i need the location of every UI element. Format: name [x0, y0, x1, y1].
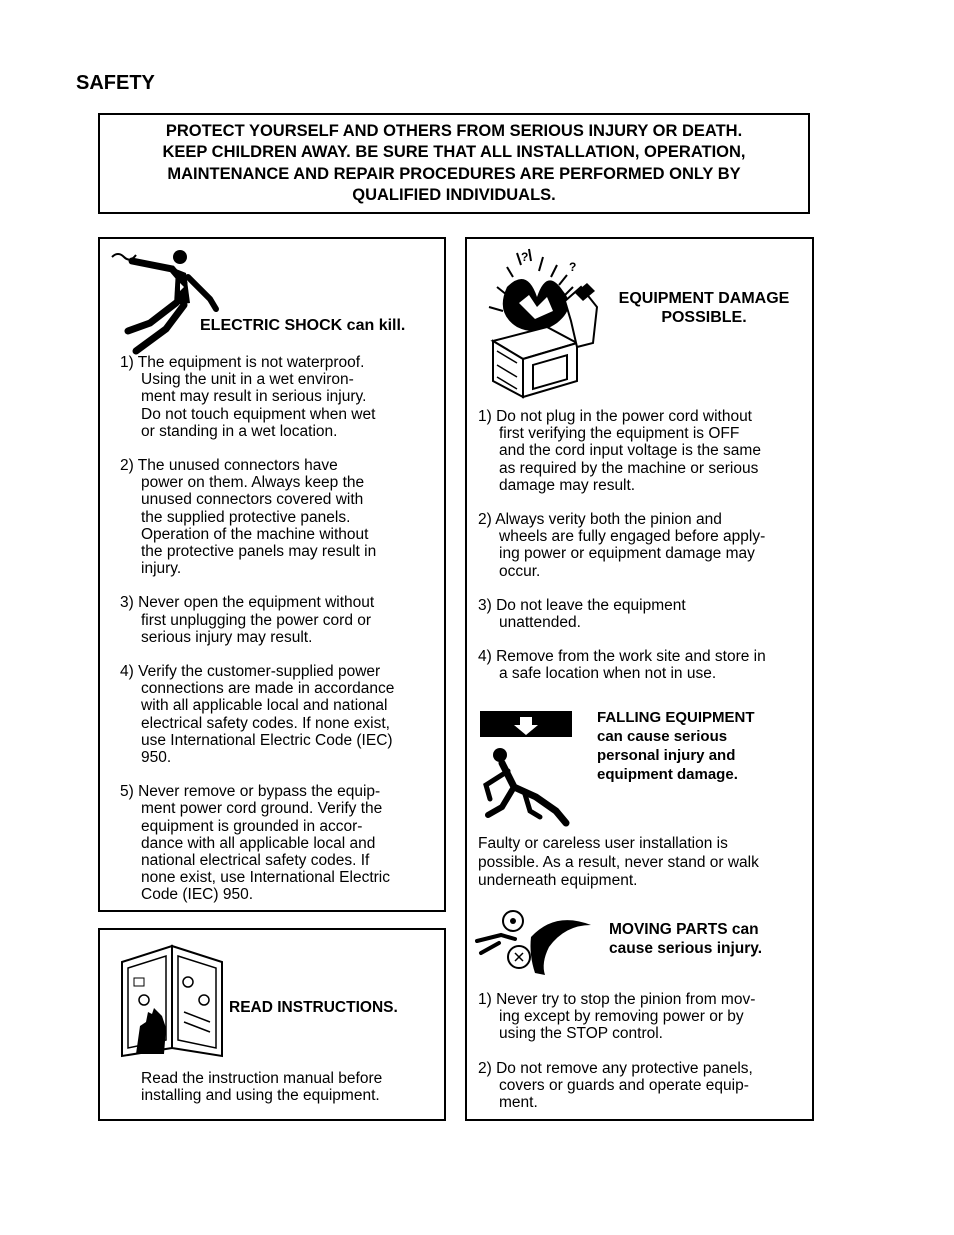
page-title: SAFETY: [76, 72, 155, 94]
moving-parts-icon: [475, 907, 595, 977]
falling-equipment-heading: FALLING EQUIPMENT can cause serious personal injury and equipment damage.: [597, 709, 755, 783]
electric-shock-list: [120, 354, 440, 904]
read-instructions-heading: READ INSTRUCTIONS.: [229, 999, 398, 1016]
moving-parts-list: [478, 991, 808, 1111]
list-item: 2) The unused connectors have power on them. Always keep the unused connectors covered with the supplied protective panels. Operation of the machine without the protective panels may result in injury.: [120, 457, 377, 578]
read-instructions-text: Read the instruction manual before installing and using the equipment.: [141, 1070, 383, 1105]
warning-line: KEEP CHILDREN AWAY. BE SURE THAT ALL INSTALLATION, OPERATION,: [162, 143, 746, 161]
electric-shock-icon: [110, 247, 225, 355]
electric-shock-heading: ELECTRIC SHOCK can kill.: [200, 317, 406, 334]
falling-equipment-text: Faulty or careless user installation is possible. As a result, never stand or walk underneath equipment.: [478, 835, 759, 889]
list-item: 2) Always verity both the pinion and wheels are fully engaged before apply- ing power or equipment damage may occur.: [478, 511, 766, 580]
list-item: 4) Verify the customer-supplied power connections are made in accordance with all applicable local and national electrical safety codes. If none exist, use International Electric Code (IEC) 950.: [120, 663, 395, 767]
equipment-safety-panel: [465, 237, 814, 1121]
equipment-damage-heading: EQUIPMENT DAMAGE POSSIBLE.: [618, 290, 790, 326]
instruction-manual-icon: [118, 942, 226, 1058]
falling-equipment-icon: [480, 711, 576, 829]
list-item: 1) Never try to stop the pinion from mov- ing except by removing power or by using the STOP control.: [478, 991, 756, 1043]
list-item: 2) Do not remove any protective panels, covers or guards and operate equip- ment.: [478, 1059, 753, 1112]
warning-line: PROTECT YOURSELF AND OTHERS FROM SERIOUS INJURY OR DEATH.: [165, 121, 743, 140]
electric-shock-panel: [98, 237, 446, 912]
warning-line: QUALIFIED INDIVIDUALS.: [352, 186, 556, 204]
list-item: 3) Do not leave the equipment unattended.: [478, 596, 686, 632]
list-item: 4) Remove from the work site and store in a safe location when not in use.: [478, 648, 766, 683]
warning-line: MAINTENANCE AND REPAIR PROCEDURES ARE PERFORMED ONLY BY: [167, 164, 741, 183]
list-item: 1) The equipment is not waterproof. Using the unit in a wet environ- ment may result in serious injury. Do not touch equipment when wet or standing in a wet location.: [120, 354, 376, 440]
list-item: 3) Never open the equipment without first unplugging the power cord or serious injury may result.: [120, 594, 375, 646]
equipment-damage-icon: [477, 247, 607, 399]
list-item: 1) Do not plug in the power cord without first verifying the equipment is OFF and the cord input voltage is the same as required by the machine or serious damage may result.: [478, 408, 761, 494]
equipment-damage-list: [478, 408, 808, 683]
read-instructions-panel: [98, 928, 446, 1121]
list-item: 5) Never remove or bypass the equip- ment power cord ground. Verify the equipment is grounded in accor- dance with all applicable local and national electrical safety codes. If none exist, use International Electric Code (IEC) 950.: [120, 783, 390, 904]
svg-text:?: ?: [521, 250, 529, 264]
svg-text:?: ?: [569, 260, 577, 274]
general-warning-box: [98, 113, 810, 214]
moving-parts-heading: MOVING PARTS can cause serious injury.: [609, 921, 763, 957]
